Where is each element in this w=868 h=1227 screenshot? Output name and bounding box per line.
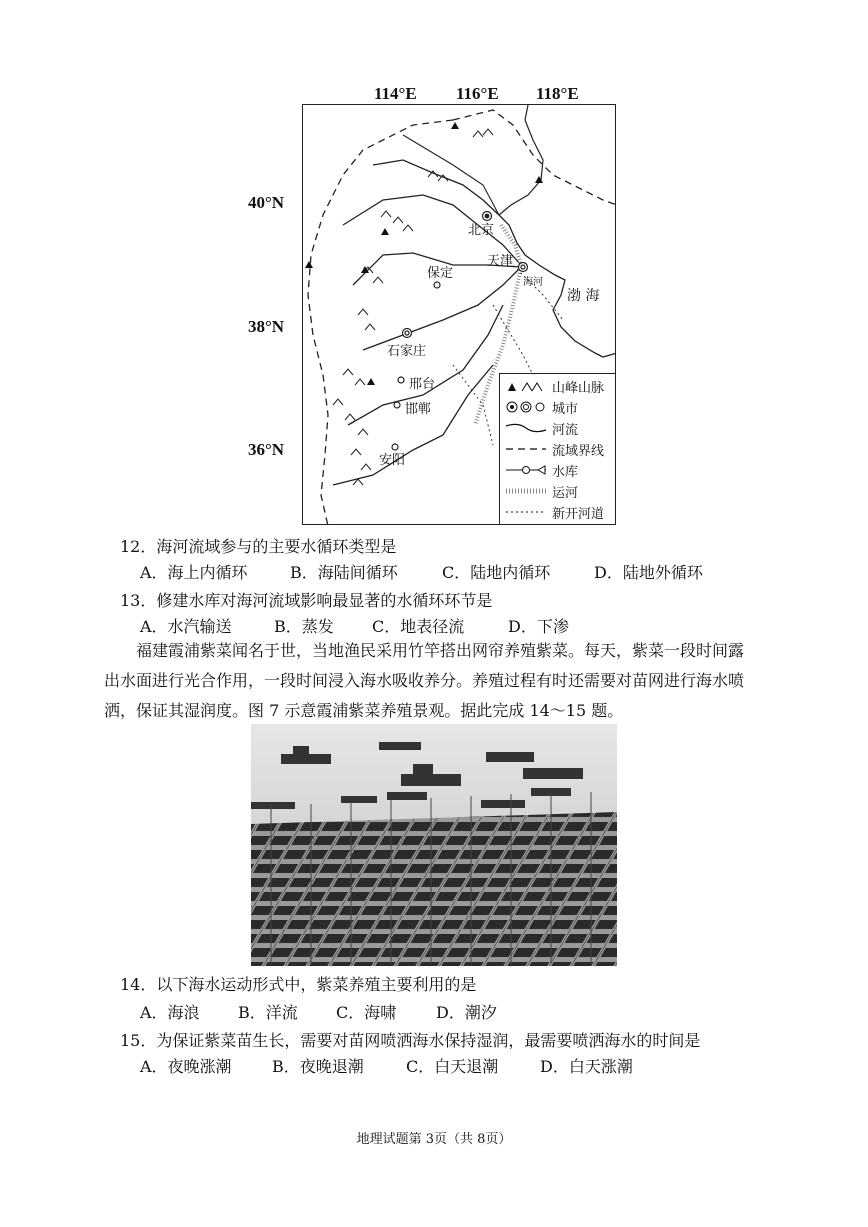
legend-label: 山峰山脉 <box>552 381 605 396</box>
legend-label: 河流 <box>552 423 579 438</box>
answer-option[interactable]: B．蒸发 <box>274 617 334 636</box>
question-stem: 12．海河流域参与的主要水循环类型是 <box>120 537 397 556</box>
city-label-anyang: 安阳 <box>379 453 406 468</box>
legend-row <box>500 397 616 417</box>
longitude-label: 114°E <box>374 84 417 103</box>
question-stem: 13．修建水库对海河流域影响最显著的水循环环节是 <box>120 591 493 610</box>
answer-option[interactable]: B．海陆间循环 <box>290 563 398 582</box>
latitude-label: 40°N <box>248 193 285 212</box>
answer-option[interactable]: B．夜晚退潮 <box>272 1057 364 1076</box>
answer-option[interactable]: D．下渗 <box>508 617 569 636</box>
legend-label: 新开河道 <box>552 507 605 522</box>
answer-option[interactable]: D．白天涨潮 <box>540 1057 633 1076</box>
legend-row <box>500 460 616 480</box>
answer-option[interactable]: D．潮汐 <box>436 1003 497 1022</box>
longitude-label: 118°E <box>536 84 579 103</box>
city-label-tianjin: 天津 <box>487 254 514 269</box>
latitude-label: 38°N <box>248 317 285 336</box>
haihe-basin-map <box>302 104 616 525</box>
answer-option[interactable]: D．陆地外循环 <box>594 563 703 582</box>
answer-option[interactable]: A．水汽输送 <box>140 617 232 636</box>
river-icon <box>504 420 548 436</box>
legend-row <box>500 502 616 522</box>
legend-label: 流域界线 <box>552 444 605 459</box>
question-stem: 15．为保证紫菜苗生长，需要对苗网喷洒海水保持湿润，最需要喷洒海水的时间是 <box>120 1031 701 1050</box>
city-label-beijing: 北京 <box>468 223 495 238</box>
canal-icon <box>504 483 548 499</box>
city-label-xingtai: 邢台 <box>409 377 436 392</box>
river-label-haihe: 海河 <box>523 277 543 288</box>
answer-option[interactable]: C．陆地内循环 <box>442 563 551 582</box>
answer-option[interactable]: B．洋流 <box>238 1003 298 1022</box>
legend-label: 运河 <box>552 486 579 501</box>
laver-farming-photo <box>251 724 617 966</box>
legend-label: 城市 <box>552 402 579 417</box>
sea-label-bohai: 渤 海 <box>567 288 600 304</box>
city-label-shijiazhuang: 石家庄 <box>387 344 427 359</box>
city-label-baoding: 保定 <box>427 266 454 281</box>
answer-option[interactable]: A．海上内循环 <box>140 563 248 582</box>
legend-row <box>500 418 616 438</box>
city-label-handan: 邯郸 <box>405 402 432 417</box>
reading-passage: 福建霞浦紫菜闻名于世，当地渔民采用竹竿搭出网帘养殖紫菜。每天，紫菜一段时间露出水面进行光合作用，一段时间浸入海水吸收养分。养殖过程有时还需要对苗网进行海水喷洒，保证其湿润度。图 7 示意霞浦紫菜养殖景观。据此完成 14～15 题。 <box>104 641 745 720</box>
city-icon <box>504 399 548 415</box>
question-stem: 14．以下海水运动形式中，紫菜养殖主要利用的是 <box>120 975 477 994</box>
map-legend <box>499 373 616 525</box>
answer-option[interactable]: A．夜晚涨潮 <box>140 1057 232 1076</box>
legend-label: 水库 <box>552 465 579 480</box>
answer-option[interactable]: C．海啸 <box>336 1003 397 1022</box>
laver-farming-illustration <box>251 724 617 966</box>
mountain-peak-icon <box>504 378 548 394</box>
legend-row <box>500 376 616 396</box>
longitude-label: 116°E <box>456 84 499 103</box>
answer-option[interactable]: C．白天退潮 <box>406 1057 499 1076</box>
page-footer: 地理试题第 3页（共 8页） <box>356 1132 512 1147</box>
legend-row <box>500 439 616 459</box>
basin-boundary-icon <box>504 441 548 457</box>
answer-option[interactable]: C．地表径流 <box>372 617 465 636</box>
legend-row <box>500 481 616 501</box>
answer-option[interactable]: A．海浪 <box>140 1003 200 1022</box>
reservoir-icon <box>504 462 548 478</box>
new-channel-icon <box>504 504 548 520</box>
latitude-label: 36°N <box>248 440 285 459</box>
